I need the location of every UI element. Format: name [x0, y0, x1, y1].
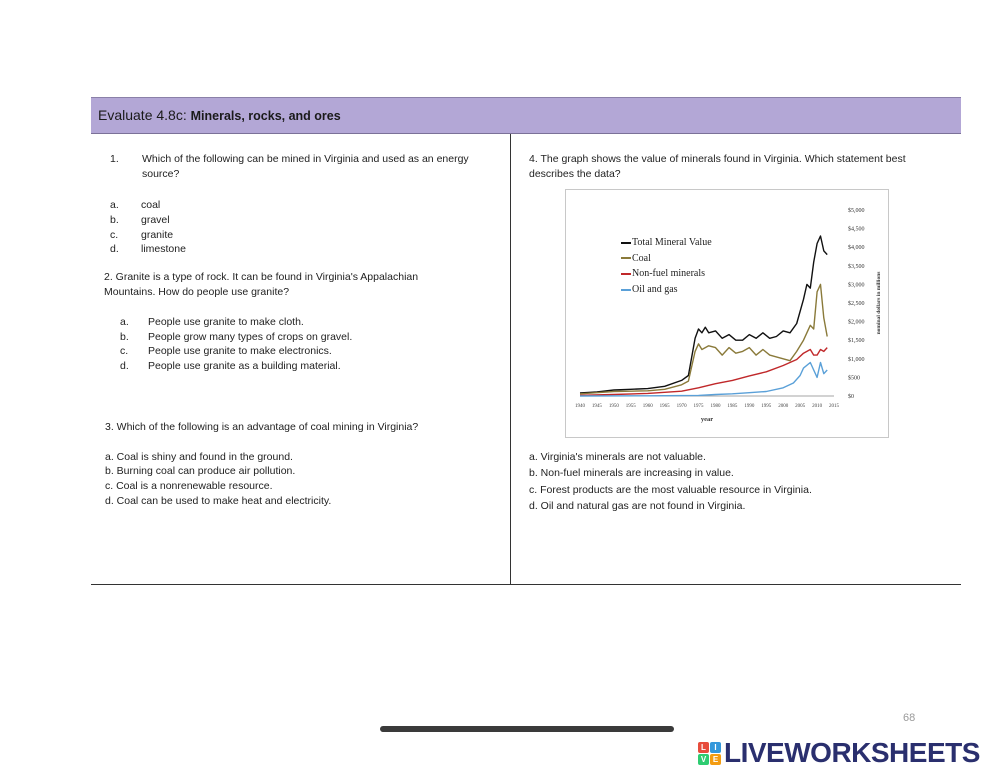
y-tick-label: $3,000 — [848, 282, 865, 289]
y-tick-label: $4,000 — [848, 245, 865, 252]
q4-option-d[interactable]: d. Oil and natural gas are not found in Virginia. — [529, 500, 746, 512]
x-tick-label: 1970 — [676, 404, 687, 409]
q3-option-a[interactable]: a. Coal is shiny and found in the ground. — [105, 451, 293, 463]
q1-option-c-text: granite — [141, 229, 174, 241]
logo-letter: V — [698, 754, 709, 765]
question-4-text: 4. The graph shows the value of minerals found in Virginia. Which statement best describes the data? — [529, 153, 906, 180]
y-tick-label: $500 — [848, 375, 860, 382]
q3-option-b[interactable]: b. Burning coal can produce air pollution. — [105, 465, 296, 477]
legend-entry — [621, 266, 712, 282]
y-tick-label: $2,000 — [848, 319, 865, 326]
q2-option-a[interactable] — [120, 315, 304, 330]
x-tick-label: 1945 — [591, 404, 602, 409]
legend-label: Total Mineral Value — [632, 237, 712, 248]
logo-letter: L — [698, 742, 709, 753]
logo-letter: E — [710, 754, 721, 765]
x-tick-label: 1990 — [744, 404, 755, 409]
question-1-number: 1. — [110, 153, 119, 165]
x-tick-label: 1965 — [659, 404, 670, 409]
liveworksheets-logo — [698, 738, 980, 768]
q2-option-c-text: People use granite to make electronics. — [148, 345, 332, 357]
q4-option-c[interactable]: c. Forest products are the most valuable resource in Virginia. — [529, 484, 812, 496]
q2-option-c[interactable] — [120, 344, 332, 359]
y-tick-label: $1,000 — [848, 356, 865, 363]
x-tick-label: 1960 — [642, 404, 653, 409]
question-2-text: 2. Granite is a type of rock. It can be found in Virginia's Appalachian Mountains. How do people use granite? — [104, 271, 419, 298]
legend-label: Coal — [632, 252, 651, 264]
y-tick-label: $2,500 — [848, 301, 865, 307]
logo-icon — [698, 742, 721, 765]
legend-swatch — [621, 257, 631, 259]
q1-option-a-text: coal — [141, 199, 161, 211]
q2-option-a-letter: a. — [120, 316, 129, 328]
question-1-text: Which of the following can be mined in Virginia and used as an energy source? — [142, 153, 469, 180]
series-line — [580, 284, 827, 393]
column-divider — [510, 134, 511, 585]
q2-option-b-letter: b. — [120, 331, 129, 343]
x-tick-label: 2000 — [778, 404, 789, 409]
legend-swatch — [621, 242, 631, 244]
x-tick-label: 2005 — [795, 404, 806, 409]
x-tick-label: 2010 — [812, 404, 823, 409]
y-axis-label: nominal dollars in millions — [876, 271, 882, 335]
x-tick-label: 1995 — [761, 404, 772, 409]
y-tick-label: $5,000 — [848, 208, 865, 214]
legend-swatch — [621, 273, 631, 275]
x-tick-label: 2015 — [829, 404, 839, 409]
question-1 — [110, 152, 510, 182]
question-3-text: 3. Which of the following is an advantage of coal mining in Virginia? — [105, 421, 419, 433]
horizontal-scrollbar[interactable] — [380, 726, 674, 732]
q3-option-d[interactable]: d. Coal can be used to make heat and electricity. — [105, 495, 332, 507]
series-line — [580, 348, 827, 396]
q4-option-a[interactable]: a. Virginia's minerals are not valuable. — [529, 451, 706, 463]
header-prefix: Evaluate 4.8c: — [98, 107, 187, 123]
q1-option-a-letter: a. — [110, 199, 119, 211]
chart-svg — [566, 190, 888, 437]
q1-option-b[interactable] — [110, 213, 170, 228]
header-title — [98, 107, 341, 123]
q2-option-c-letter: c. — [120, 345, 129, 357]
legend-entry — [621, 282, 712, 298]
q3-option-c[interactable]: c. Coal is a nonrenewable resource. — [105, 480, 273, 492]
brand-name: LIVEWORKSHEETS — [724, 737, 980, 768]
y-tick-label: $0 — [848, 394, 854, 400]
q1-option-c-letter: c. — [110, 229, 119, 241]
logo-letter: I — [710, 742, 721, 753]
q1-option-c[interactable] — [110, 228, 173, 243]
header-subtitle: Minerals, rocks, and ores — [190, 109, 341, 123]
x-tick-label: 1955 — [625, 404, 636, 409]
legend-entry — [621, 235, 712, 251]
q2-option-b-text: People grow many types of crops on gravel. — [148, 331, 353, 343]
worksheet-header — [91, 97, 961, 134]
q1-option-d[interactable] — [110, 242, 186, 257]
q1-option-b-letter: b. — [110, 214, 119, 226]
q1-option-a[interactable] — [110, 198, 160, 213]
x-tick-label: 1940 — [575, 404, 585, 409]
y-tick-label: $3,500 — [848, 263, 865, 270]
q2-option-b[interactable] — [120, 330, 352, 345]
q1-option-d-text: limestone — [141, 243, 186, 255]
mineral-value-chart — [565, 189, 889, 438]
legend-swatch — [621, 289, 631, 291]
legend-label: Non-fuel minerals — [632, 268, 706, 280]
q2-option-d-letter: d. — [120, 360, 129, 372]
page-number: 68 — [903, 712, 916, 724]
chart-legend — [621, 235, 712, 298]
legend-label: Oil and gas — [632, 284, 678, 296]
bottom-rule — [91, 584, 961, 585]
x-tick-label: 1950 — [608, 404, 619, 409]
q2-option-d[interactable] — [120, 359, 341, 374]
y-tick-label: $4,500 — [848, 226, 865, 233]
x-tick-label: 1975 — [693, 404, 704, 409]
x-tick-label: 1985 — [727, 404, 738, 409]
q1-option-b-text: gravel — [141, 214, 170, 226]
legend-entry — [621, 251, 712, 267]
x-tick-label: 1980 — [710, 404, 721, 409]
q2-option-d-text: People use granite as a building material. — [148, 360, 341, 372]
x-axis-label: year — [700, 416, 714, 423]
q4-option-b[interactable]: b. Non-fuel minerals are increasing in value. — [529, 467, 734, 479]
q1-option-d-letter: d. — [110, 243, 119, 255]
q2-option-a-text: People use granite to make cloth. — [148, 316, 304, 328]
y-tick-label: $1,500 — [848, 338, 865, 345]
